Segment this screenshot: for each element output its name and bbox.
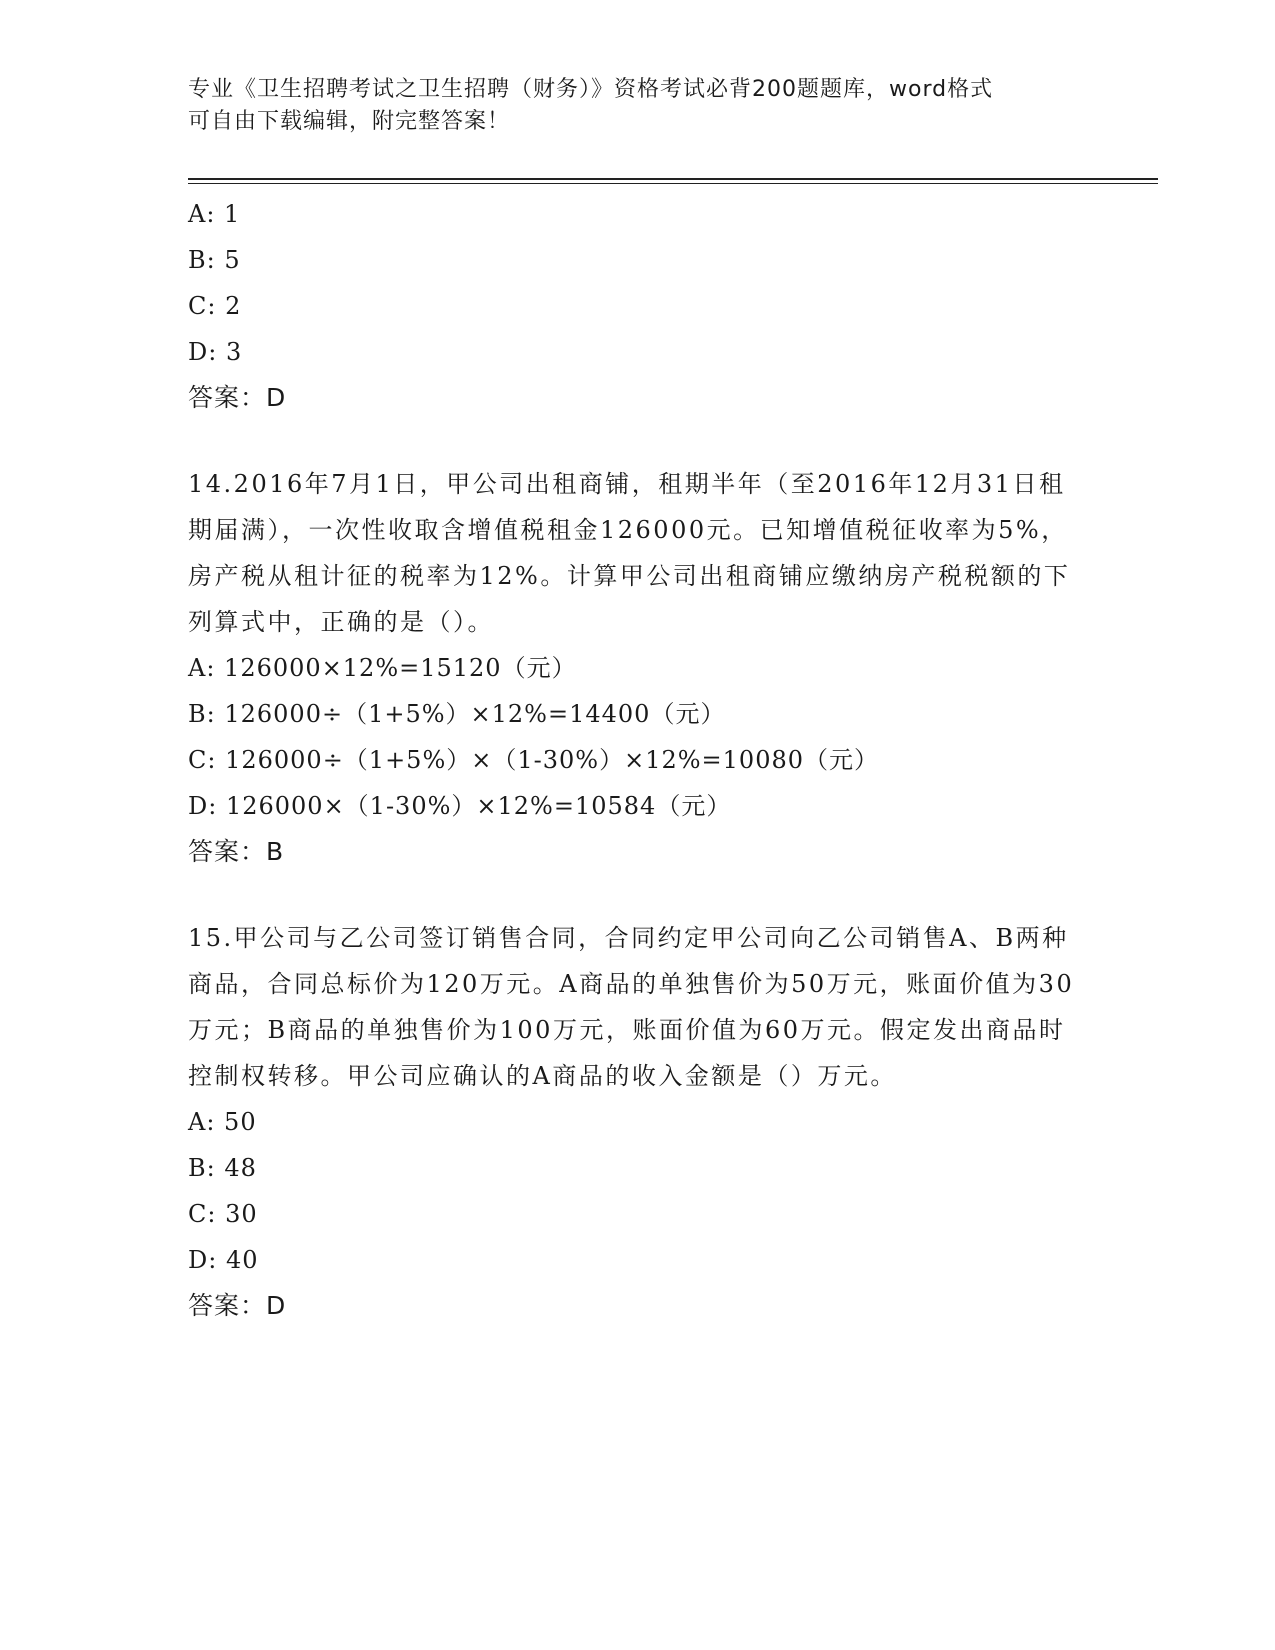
header-divider-thick <box>188 178 1158 180</box>
option-a: A: 1 <box>188 200 241 228</box>
option-a: A: 50 <box>188 1108 257 1136</box>
question-list <box>188 191 1088 1329</box>
option-c: C: 2 <box>188 292 242 320</box>
document-header <box>188 74 1088 138</box>
answer-line: 答案：D <box>188 383 287 412</box>
question-15-block <box>188 915 1088 1329</box>
question-text: 14.2016年7月1日，甲公司出租商铺，租期半年（至2016年12月31日租期届满），一次性收取含增值税租金126000元。已知增值税征收率为5%，房产税从租计征的税率为12%。计算甲公司出租商铺应缴纳房产税税额的下列算式中，正确的是（）。 <box>188 470 1071 636</box>
option-d: D: 126000×（1-30%）×12%=10584（元） <box>188 792 732 820</box>
question-14-block <box>188 461 1088 875</box>
option-c: C: 30 <box>188 1200 258 1228</box>
question-text: 15.甲公司与乙公司签订销售合同，合同约定甲公司向乙公司销售A、B两种商品，合同总标价为120万元。A商品的单独售价为50万元，账面价值为30万元；B商品的单独售价为100万元，账面价值为60万元。假定发出商品时控制权转移。甲公司应确认的A商品的收入金额是（）万元。 <box>188 924 1075 1090</box>
answer-line: 答案：D <box>188 1291 287 1320</box>
header-divider-thin <box>188 183 1158 184</box>
option-b: B: 5 <box>188 246 241 274</box>
option-b: B: 48 <box>188 1154 257 1182</box>
answer-line: 答案：B <box>188 837 285 866</box>
option-a: A: 126000×12%=15120（元） <box>188 654 577 682</box>
header-line-2: 可自由下载编辑，附完整答案！ <box>188 109 511 134</box>
option-b: B: 126000÷（1+5%）×12%=14400（元） <box>188 700 726 728</box>
header-line-1: 专业《卫生招聘考试之卫生招聘（财务）》资格考试必背200题题库，word格式 <box>188 77 994 102</box>
question-13-block <box>188 191 1088 421</box>
option-d: D: 3 <box>188 338 243 366</box>
option-d: D: 40 <box>188 1246 259 1274</box>
option-c: C: 126000÷（1+5%）×（1-30%）×12%=10080（元） <box>188 746 879 774</box>
